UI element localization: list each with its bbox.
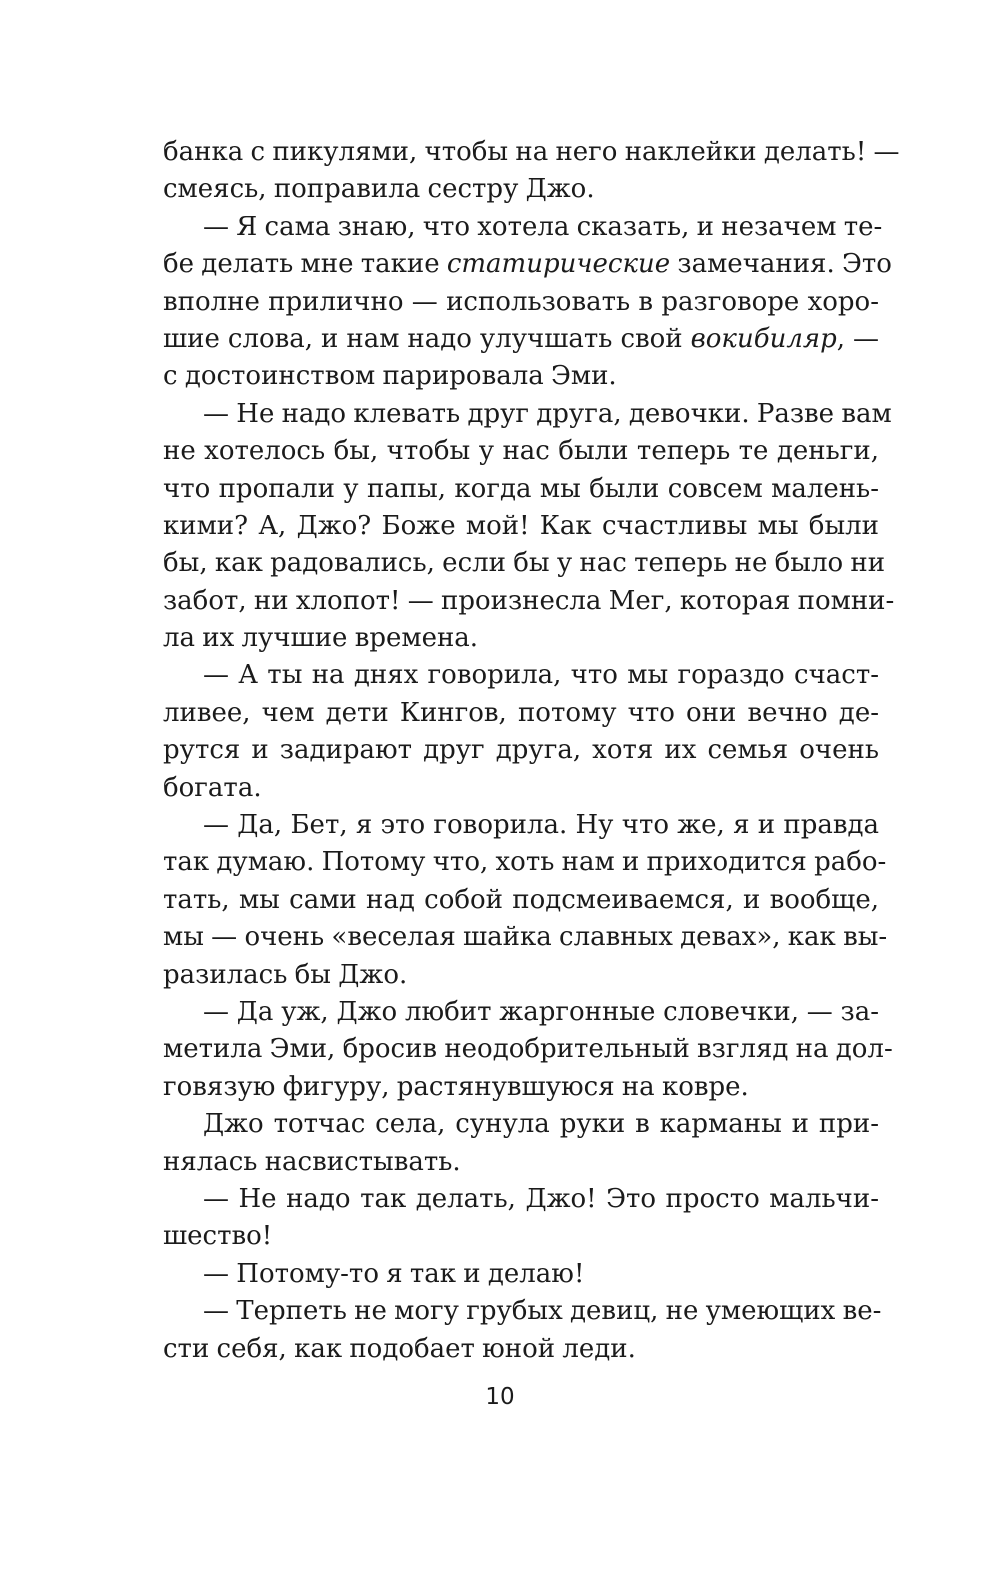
page-number: 10 — [485, 1384, 515, 1410]
text-line: что пропали у папы, когда мы были совсем малень- — [163, 473, 879, 504]
italic-word: статирические — [446, 249, 671, 280]
text-line: бы, как радовались, если бы у нас теперь не было ни — [163, 548, 886, 579]
text-line: богата. — [163, 772, 262, 803]
text-line: ла их лучшие времена. — [163, 623, 479, 654]
italic-word: вокибиляр — [690, 323, 837, 354]
text-line — [163, 246, 892, 283]
text-line: смеясь, поправила сестру Джо. — [163, 174, 595, 205]
text-line: так думаю. Потому что, хоть нам и приходится рабо- — [163, 847, 887, 878]
text-line: кими? А, Джо? Боже мой! Как счастливы мы были — [163, 510, 879, 541]
text-line: забот, ни хлопот! — произнесла Мег, которая помни- — [163, 585, 895, 616]
text-line: — Не надо так делать, Джо! Это просто мальчи- — [203, 1183, 879, 1214]
text-line: — Потому-то я так и делаю! — [203, 1258, 585, 1289]
text-line: сти себя, как подобает юной леди. — [163, 1333, 636, 1364]
text-line: тать, мы сами над собой подсмеиваемся, и вообще, — [163, 884, 879, 915]
text-line: банка с пикулями, чтобы на него наклейки делать! — — [163, 137, 900, 167]
body-text — [163, 134, 900, 1368]
text-line: не хотелось бы, чтобы у нас были теперь те деньги, — [163, 436, 879, 467]
text-line: — Не надо клевать друг друга, девочки. Разве вам — [203, 398, 892, 429]
text-line: рутся и задирают друг друга, хотя их семья очень — [163, 735, 879, 766]
text-line: с достоинством парировала Эми. — [163, 361, 617, 392]
text-line: говязую фигуру, растянувшуюся на ковре. — [163, 1071, 749, 1102]
text-line: — Терпеть не могу грубых девиц, не умеющих ве- — [203, 1296, 882, 1327]
text-line: мы — очень «веселая шайка славных девах», как вы- — [163, 922, 888, 953]
text-line: Джо тотчас села, сунула руки в карманы и при- — [203, 1109, 879, 1140]
text-line: — А ты на днях говорила, что мы гораздо счаст- — [203, 660, 879, 691]
text-line: — Да, Бет, я это говорила. Ну что же, я и правда — [203, 810, 879, 841]
text-line: ливее, чем дети Кингов, потому что они вечно де- — [163, 697, 879, 728]
text-line: метила Эми, бросив неодобрительный взгляд на дол- — [163, 1034, 893, 1065]
text-line: нялась насвистывать. — [163, 1146, 461, 1177]
text-run: бе делать мне такие — [163, 249, 447, 280]
text-line: шество! — [163, 1221, 273, 1252]
text-line: разилась бы Джо. — [163, 959, 408, 990]
text-line — [163, 321, 879, 358]
text-run: , — — [836, 323, 880, 354]
text-run: замечания. Это — [670, 249, 892, 280]
text-line: — Я сама знаю, что хотела сказать, и незачем те- — [203, 211, 883, 242]
text-run: шие слова, и нам надо улучшать свой — [163, 323, 691, 354]
text-line: вполне прилично — использовать в разговоре хоро- — [163, 286, 879, 317]
text-line: — Да уж, Джо любит жаргонные словечки, — за- — [203, 996, 879, 1027]
